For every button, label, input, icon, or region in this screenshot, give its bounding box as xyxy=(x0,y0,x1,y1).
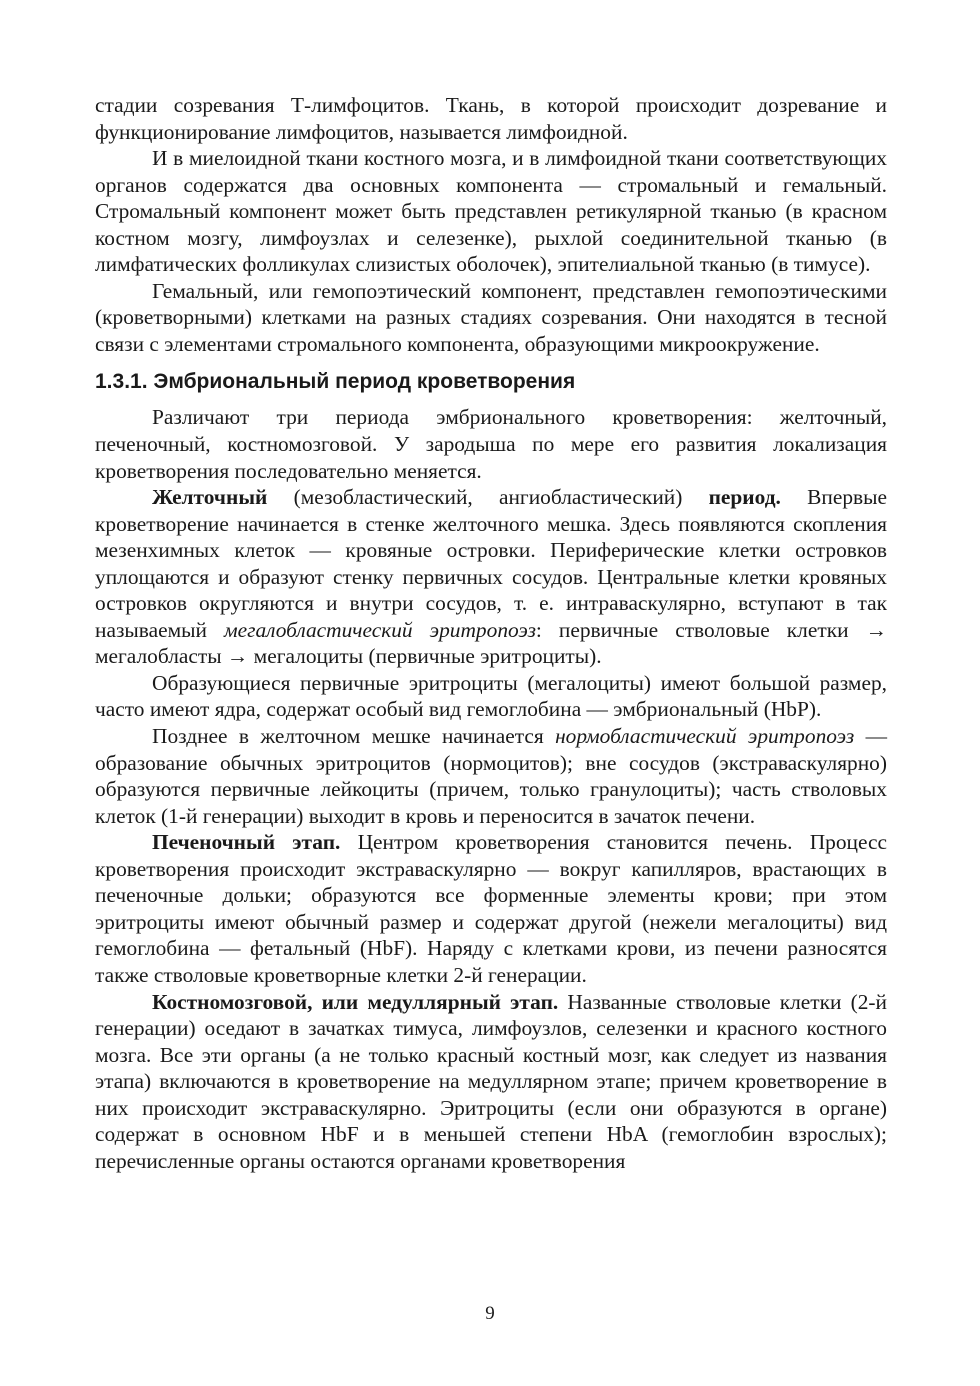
page-body xyxy=(95,92,887,1174)
section-heading: 1.3.1. Эмбриональный период кроветворения xyxy=(95,370,576,394)
yolk-text-1: Впервые кроветворение начинается в стенке желточного мешка. Здесь появляются скопления мезенхимных клеток — кровяные островки. Периферические клетки островков уплощаются и образуют стенку первичных сосудов. Центральные клетки кровяных островков округляются и внутри сосудов, т. е. интраваскулярно, вступают в так называемый xyxy=(95,485,888,642)
term-liver-stage: Печеночный этап. xyxy=(152,830,341,855)
normoblastic-text-1: Позднее в желточном мешке начинается xyxy=(152,724,556,749)
page-number: 9 xyxy=(485,1303,495,1324)
paragraph-periods-intro: Различают три периода эмбрионального кроветворения: желточный, печеночный, костномозговой. У зародыша по мере его развития локализация кроветворения последовательно меняется. xyxy=(95,405,887,483)
paragraph-normoblastic xyxy=(95,723,887,829)
term-normoblastic-erythropoiesis: нормобластический эритропоэз xyxy=(555,724,855,749)
yolk-qualifier: (мезобластический, ангиобластический) xyxy=(267,485,709,510)
paragraph-megalocytes: Образующиеся первичные эритроциты (мегалоциты) имеют большой размер, часто имеют ядра, содержат особый вид гемоглобина — эмбриональный (HbP). xyxy=(95,670,887,722)
normoblastic-text-2: — образование обычных эритроцитов (нормоцитов); вне сосудов (экстраваскулярно) образуются первичные лейкоциты (причем, только гранулоциты); часть стволовых клеток (1-й генерации) выходит в кровь и переносится в зачаток печени. xyxy=(95,724,887,828)
paragraph-yolk-period xyxy=(95,484,887,670)
term-period: период. xyxy=(708,485,781,510)
paragraph-components: И в миелоидной ткани костного мозга, и в лимфоидной ткани соответствующих органов содержатся два основных компонента — стромальный и гемальный. Стромальный компонент может быть представлен ретикулярной тканью (в красном костном мозгу, лимфоузлах и селезенке), рыхлой соединительной тканью (в лимфатических фолликулах слизистых оболочек), эпителиальной тканью (в тимусе). xyxy=(95,146,887,277)
paragraph-marrow-stage xyxy=(95,989,887,1175)
yolk-text-2: : первичные стволовые клетки → мегалобласты → мегалоциты (первичные эритроциты). xyxy=(95,617,887,669)
term-marrow-stage: Костномозговой, или медуллярный этап. xyxy=(152,989,559,1014)
marrow-text: Названные стволовые клетки (2-й генерации) оседают в зачатках тимуса, лимфоузлов, селезенки и красного костного мозга. Все эти органы (а не только красный костный мозг, как следует из названия этапа) включаются в кроветворение на медуллярном этапе; причем кроветворение в них происходит экстраваскулярно. Эритроциты (если они образуются в органе) содержат в основном HbF и в меньшей степени HbA (гемоглобин взрослых); перечисленные органы остаются органами кроветворения xyxy=(95,989,888,1173)
paragraph-liver-stage xyxy=(95,829,887,988)
paragraph-hemal-component: Гемальный, или гемопоэтический компонент, представлен гемопоэтическими (кроветворными) клетками на разных стадиях созревания. Они находятся в тесной связи с элементами стромального компонента, образующими микроокружение. xyxy=(95,278,887,356)
term-yolk: Желточный xyxy=(152,485,268,510)
paragraph-lymphoid-tissue: стадии созревания Т-лимфоцитов. Ткань, в которой происходит дозревание и функционирование лимфоцитов, называется лимфоидной. xyxy=(95,93,887,144)
term-megaloblastic-erythropoiesis: мегалобластический эритропоэз xyxy=(223,617,536,642)
liver-text: Центром кроветворения становится печень. Процесс кроветворения происходит экстраваскулярно — вокруг капилляров, врастающих в печеночные дольки; образуются все форменные элементы крови; при этом эритроциты имеют обычный размер и содержат другой (нежели мегалоциты) вид гемоглобина — фетальный (HbF). Наряду с клетками крови, из печени разносятся также стволовые кроветворные клетки 2-й генерации. xyxy=(95,830,887,987)
